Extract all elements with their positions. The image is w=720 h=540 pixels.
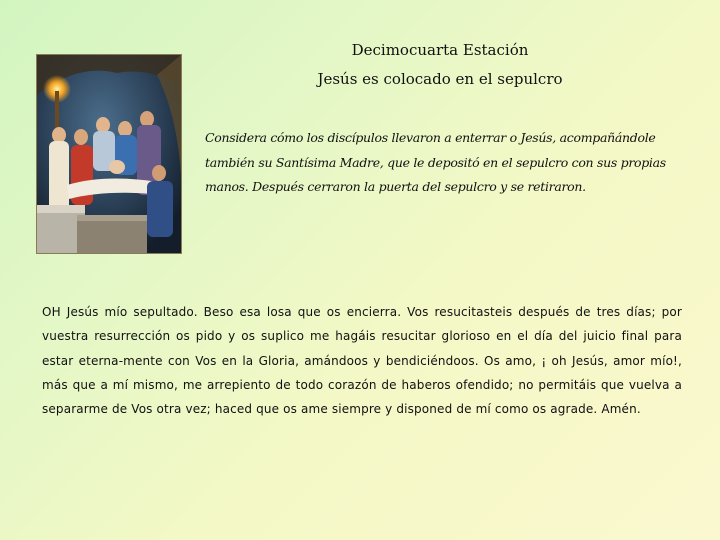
meditation-text: Considera cómo los discípulos llevaron a enterrar o Jesús, acompañándole también su Santísima Madre, que le depositó en el sepulcro con sus propias manos. Después cerraron la puerta del sepulcro y se retiraron.	[205, 130, 666, 194]
prayer-text: OH Jesús mío sepultado. Beso esa losa que os encierra. Vos resucitasteis después de tres días; por vuestra resurrección os pido y os suplico me hagáis resucitar glorioso en el día del juicio final para estar eterna-mente con Vos en la Gloria, amándoos y bendiciéndoos. Os amo, ¡ oh Jesús, amor mío!, más que a mí mismo, me arrepiento de todo corazón de haberos ofendido; no permitáis que vuelva a separarme de Vos otra vez; haced que os ame siempre y disponed de mí como os agrade. Amén.	[42, 305, 682, 417]
station-subtitle: Jesús es colocado en el sepulcro	[317, 70, 563, 88]
entombment-painting-icon	[36, 54, 182, 254]
station-title: Decimocuarta Estación	[351, 41, 529, 59]
title-block	[300, 36, 580, 94]
